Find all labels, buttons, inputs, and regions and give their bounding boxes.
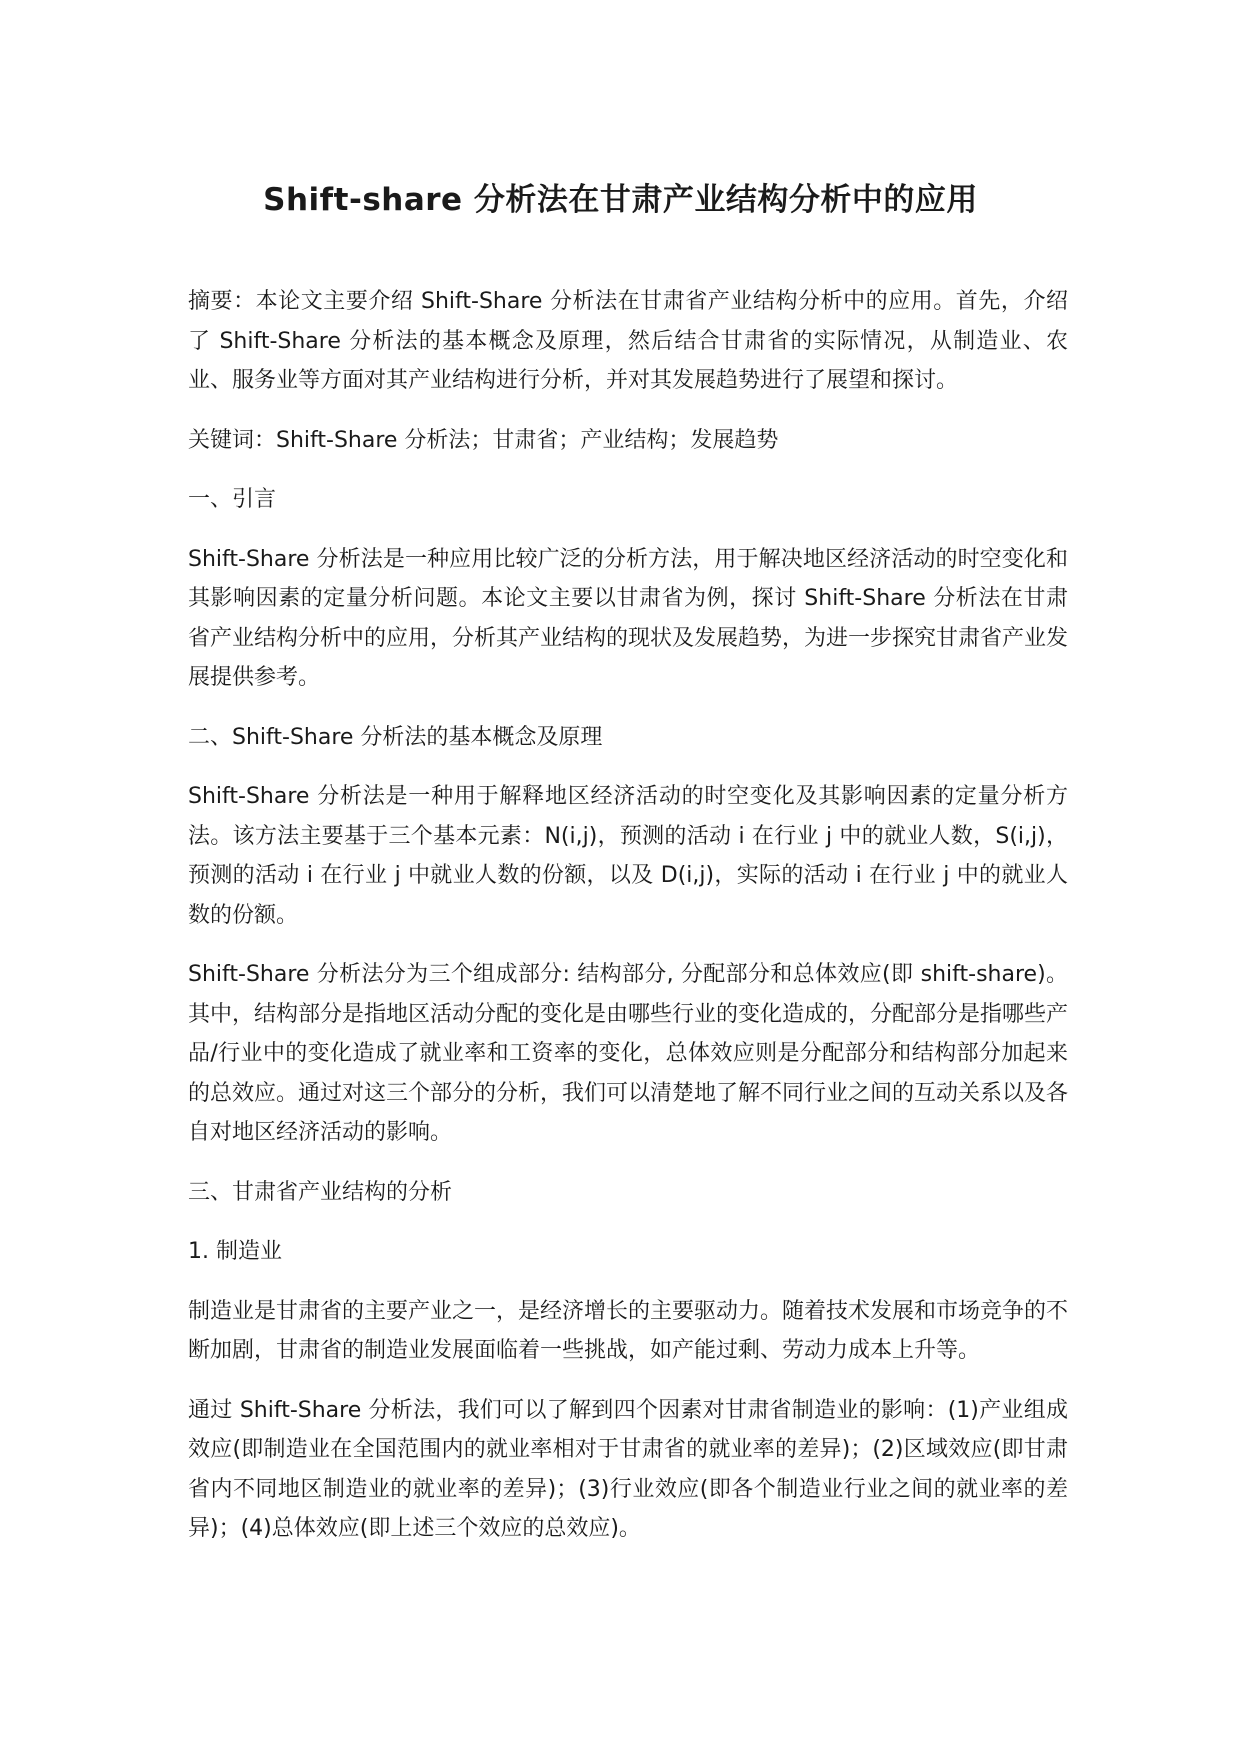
introduction-paragraph: Shift-Share 分析法是一种应用比较广泛的分析方法，用于解决地区经济活动的时空变化和其影响因素的定量分析问题。本论文主要以甘肃省为例，探讨 Shift-Share 分析法在甘肃省产业结构分析中的应用，分析其产业结构的现状及发展趋势，为进一步探究甘肃省产业发展提供参考。 <box>188 546 1069 690</box>
section-heading-introduction: 一、引言 <box>188 487 277 512</box>
section-heading-analysis: 三、甘肃省产业结构的分析 <box>188 1179 453 1205</box>
document-title: Shift-share 分析法在甘肃产业结构分析中的应用 <box>263 182 978 218</box>
subsection-heading-manufacturing: 1. 制造业 <box>188 1239 282 1264</box>
section-heading-concepts: 二、Shift-Share 分析法的基本概念及原理 <box>188 724 603 750</box>
concepts-paragraph-1: Shift-Share 分析法是一种用于解释地区经济活动的时空变化及其影响因素的定量分析方法。该方法主要基于三个基本元素：N(i,j)，预测的活动 i 在行业 j 中的就业人数，S(i,j)，预测的活动 i 在行业 j 中就业人数的份额，以及 D(i,j)，实际的活动 i 在行业 j 中的就业人数的份额。 <box>188 784 1068 928</box>
manufacturing-paragraph-2: 通过 Shift-Share 分析法，我们可以了解到四个因素对甘肃省制造业的影响：(1)产业组成效应(即制造业在全国范围内的就业率相对于甘肃省的就业率的差异)；(2)区域效应(即甘肃省内不同地区制造业的就业率的差异)；(3)行业效应(即各个制造业行业之间的就业率的差异)；(4)总体效应(即上述三个效应的总效应)。 <box>188 1397 1068 1541</box>
manufacturing-paragraph-1: 制造业是甘肃省的主要产业之一，是经济增长的主要驱动力。随着技术发展和市场竞争的不断加剧，甘肃省的制造业发展面临着一些挑战，如产能过剩、劳动力成本上升等。 <box>188 1298 1069 1363</box>
abstract-paragraph: 摘要：本论文主要介绍 Shift-Share 分析法在甘肃省产业结构分析中的应用。首先，介绍了 Shift-Share 分析法的基本概念及原理，然后结合甘肃省的实际情况，从制造业、农业、服务业等方面对其产业结构进行分析，并对其发展趋势进行了展望和探讨。 <box>188 289 1068 393</box>
document-body <box>188 282 1068 1569</box>
keywords-paragraph: 关键词：Shift-Share 分析法；甘肃省；产业结构；发展趋势 <box>188 427 779 453</box>
concepts-paragraph-2: Shift-Share 分析法分为三个组成部分: 结构部分, 分配部分和总体效应(即 shift-share)。其中，结构部分是指地区活动分配的变化是由哪些行业的变化造成的，分配部分是指哪些产品/行业中的变化造成了就业率和工资率的变化，总体效应则是分配部分和结构部分加起来的总效应。通过对这三个部分的分析，我们可以清楚地了解不同行业之间的互动关系以及各自对地区经济活动的影响。 <box>188 962 1069 1145</box>
